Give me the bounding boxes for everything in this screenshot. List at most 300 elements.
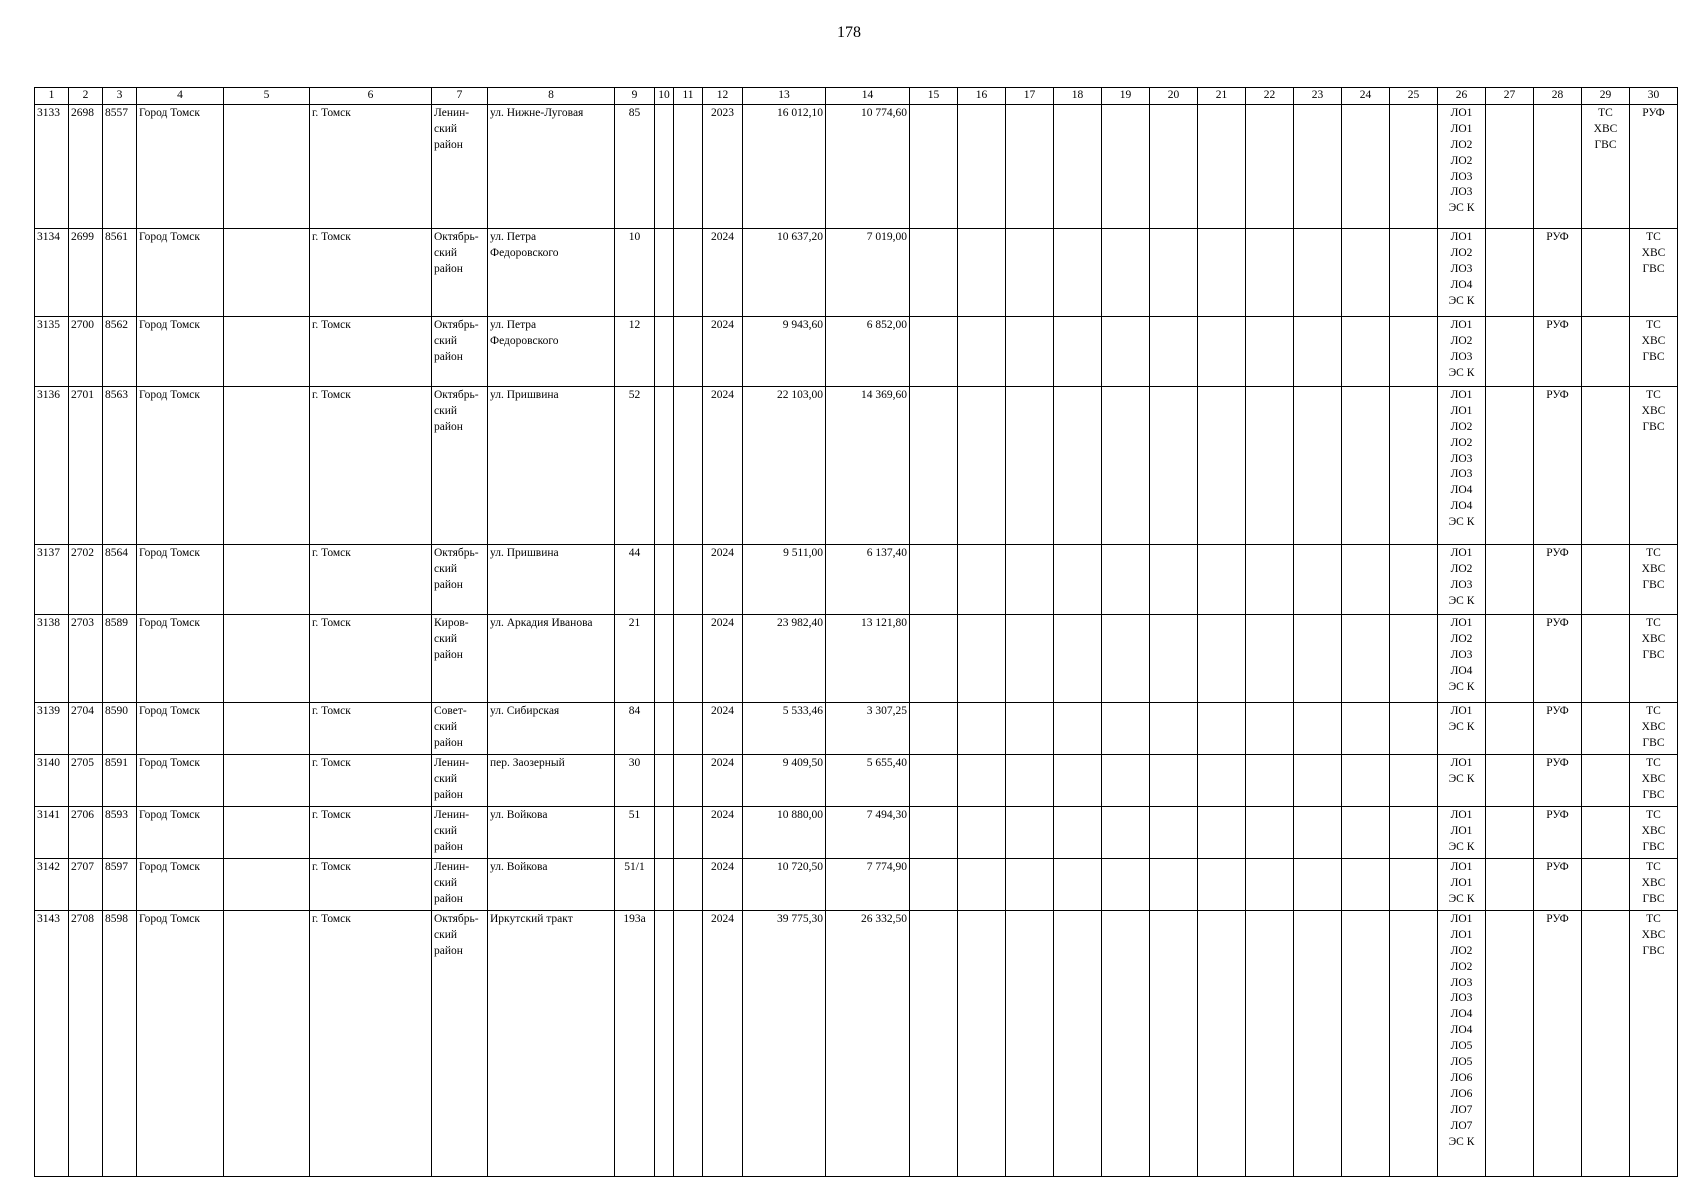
empty-cell <box>1294 386 1342 544</box>
empty-cell <box>1198 544 1246 614</box>
empty-cell <box>1390 614 1438 702</box>
empty-cell <box>1054 386 1102 544</box>
year-cell: 2024 <box>703 702 743 754</box>
lift-list-cell: ЛО1 ЛО1 ЛО2 ЛО2 ЛО3 ЛО3 ЭС К <box>1438 104 1486 228</box>
settlement-cell <box>224 858 310 910</box>
total-area-cell: 9 943,60 <box>743 316 826 386</box>
empty-cell <box>1054 754 1102 806</box>
city-cell: г. Томск <box>310 104 432 228</box>
lift-list-cell: ЛО1 ЛО2 ЛО3 ЛО4 ЭС К <box>1438 228 1486 316</box>
empty-cell <box>1486 228 1534 316</box>
municipality-cell: Город Томск <box>137 806 224 858</box>
empty-cell <box>1102 316 1150 386</box>
empty-cell <box>1006 806 1054 858</box>
city-cell: г. Томск <box>310 910 432 1176</box>
empty-cell <box>1102 544 1150 614</box>
empty-cell <box>1294 544 1342 614</box>
empty-cell <box>1198 614 1246 702</box>
empty-cell <box>1486 316 1534 386</box>
table-row <box>35 544 1678 614</box>
lift-list-cell: ЛО1 ЛО1 ЭС К <box>1438 806 1486 858</box>
year-cell: 2024 <box>703 858 743 910</box>
year-cell: 2024 <box>703 910 743 1176</box>
utility-list-cell: ТС ХВС ГВС <box>1630 228 1678 316</box>
column-header: 22 <box>1246 88 1294 105</box>
empty-cell <box>1390 104 1438 228</box>
empty-cell <box>1246 614 1294 702</box>
row-index-cell: 2702 <box>69 544 103 614</box>
empty-cell <box>1294 104 1342 228</box>
column-header: 26 <box>1438 88 1486 105</box>
column-header: 9 <box>615 88 655 105</box>
empty-cell <box>958 316 1006 386</box>
utility-list-cell <box>1582 316 1630 386</box>
empty-cell <box>1198 754 1246 806</box>
empty-cell <box>910 316 958 386</box>
object-code-cell: 8557 <box>103 104 137 228</box>
empty-cell <box>1486 754 1534 806</box>
empty-cell <box>1150 754 1198 806</box>
empty-cell <box>1342 806 1390 858</box>
empty-cell <box>1054 858 1102 910</box>
empty-cell <box>1486 858 1534 910</box>
total-area-cell: 10 880,00 <box>743 806 826 858</box>
total-area-cell: 9 409,50 <box>743 754 826 806</box>
column-header: 18 <box>1054 88 1102 105</box>
lift-list-cell: ЛО1 ЛО2 ЛО3 ЭС К <box>1438 316 1486 386</box>
living-area-cell: 14 369,60 <box>826 386 910 544</box>
empty-cell <box>1054 614 1102 702</box>
column-header: 16 <box>958 88 1006 105</box>
year-cell: 2024 <box>703 614 743 702</box>
empty-cell <box>1342 386 1390 544</box>
row-number-cell: 3133 <box>35 104 69 228</box>
column-header: 29 <box>1582 88 1630 105</box>
service-code-cell: РУФ <box>1534 544 1582 614</box>
utility-list-cell: ТС ХВС ГВС <box>1630 910 1678 1176</box>
empty-cell <box>655 702 674 754</box>
empty-cell <box>1246 858 1294 910</box>
empty-cell <box>1294 858 1342 910</box>
empty-cell <box>1006 104 1054 228</box>
living-area-cell: 7 494,30 <box>826 806 910 858</box>
column-header: 4 <box>137 88 224 105</box>
empty-cell <box>1102 858 1150 910</box>
empty-cell <box>1486 806 1534 858</box>
total-area-cell: 16 012,10 <box>743 104 826 228</box>
lift-list-cell: ЛО1 ЛО2 ЛО3 ЛО4 ЭС К <box>1438 614 1486 702</box>
service-code-cell: РУФ <box>1534 910 1582 1176</box>
district-cell: Ленин- ский район <box>432 104 488 228</box>
object-code-cell: 8589 <box>103 614 137 702</box>
column-header: 3 <box>103 88 137 105</box>
utility-list-cell: ТС ХВС ГВС <box>1630 754 1678 806</box>
empty-cell <box>1198 228 1246 316</box>
table-row <box>35 910 1678 1176</box>
city-cell: г. Томск <box>310 614 432 702</box>
empty-cell <box>1390 386 1438 544</box>
utility-list-cell: ТС ХВС ГВС <box>1630 806 1678 858</box>
service-code-cell: РУФ <box>1534 316 1582 386</box>
column-header: 25 <box>1390 88 1438 105</box>
city-cell: г. Томск <box>310 754 432 806</box>
empty-cell <box>1198 702 1246 754</box>
lift-list-cell: ЛО1 ЛО2 ЛО3 ЭС К <box>1438 544 1486 614</box>
total-area-cell: 10 720,50 <box>743 858 826 910</box>
column-header: 7 <box>432 88 488 105</box>
row-index-cell: 2700 <box>69 316 103 386</box>
empty-cell <box>1342 544 1390 614</box>
row-number-cell: 3141 <box>35 806 69 858</box>
empty-cell <box>1246 104 1294 228</box>
empty-cell <box>655 386 674 544</box>
object-code-cell: 8561 <box>103 228 137 316</box>
empty-cell <box>1198 910 1246 1176</box>
house-number-cell: 21 <box>615 614 655 702</box>
empty-cell <box>958 614 1006 702</box>
row-index-cell: 2708 <box>69 910 103 1176</box>
empty-cell <box>1150 702 1198 754</box>
empty-cell <box>910 754 958 806</box>
empty-cell <box>1054 316 1102 386</box>
empty-cell <box>1246 386 1294 544</box>
living-area-cell: 3 307,25 <box>826 702 910 754</box>
settlement-cell <box>224 910 310 1176</box>
column-header: 12 <box>703 88 743 105</box>
street-cell: Иркутский тракт <box>488 910 615 1176</box>
city-cell: г. Томск <box>310 316 432 386</box>
empty-cell <box>1246 544 1294 614</box>
total-area-cell: 10 637,20 <box>743 228 826 316</box>
empty-cell <box>674 702 703 754</box>
header-row <box>35 88 1678 105</box>
municipality-cell: Город Томск <box>137 702 224 754</box>
empty-cell <box>1006 754 1054 806</box>
empty-cell <box>1198 104 1246 228</box>
empty-cell <box>1102 104 1150 228</box>
empty-cell <box>1342 702 1390 754</box>
empty-cell <box>1342 614 1390 702</box>
empty-cell <box>1486 386 1534 544</box>
street-cell: ул. Нижне-Луговая <box>488 104 615 228</box>
table-row <box>35 754 1678 806</box>
utility-list-cell: ТС ХВС ГВС <box>1630 614 1678 702</box>
empty-cell <box>1390 316 1438 386</box>
service-code-cell: РУФ <box>1534 614 1582 702</box>
settlement-cell <box>224 316 310 386</box>
empty-cell <box>1246 910 1294 1176</box>
year-cell: 2024 <box>703 228 743 316</box>
house-number-cell: 44 <box>615 544 655 614</box>
municipality-cell: Город Томск <box>137 910 224 1176</box>
row-number-cell: 3134 <box>35 228 69 316</box>
municipality-cell: Город Томск <box>137 228 224 316</box>
house-number-cell: 30 <box>615 754 655 806</box>
column-header: 28 <box>1534 88 1582 105</box>
empty-cell <box>1486 910 1534 1176</box>
empty-cell <box>910 544 958 614</box>
empty-cell <box>958 702 1006 754</box>
empty-cell <box>655 910 674 1176</box>
row-number-cell: 3142 <box>35 858 69 910</box>
empty-cell <box>1486 104 1534 228</box>
service-code-cell <box>1534 104 1582 228</box>
empty-cell <box>1342 754 1390 806</box>
empty-cell <box>1054 806 1102 858</box>
column-header: 21 <box>1198 88 1246 105</box>
service-code-cell: РУФ <box>1534 858 1582 910</box>
year-cell: 2024 <box>703 386 743 544</box>
table-row <box>35 386 1678 544</box>
row-index-cell: 2707 <box>69 858 103 910</box>
empty-cell <box>1102 754 1150 806</box>
empty-cell <box>1486 614 1534 702</box>
city-cell: г. Томск <box>310 702 432 754</box>
city-cell: г. Томск <box>310 858 432 910</box>
utility-list-cell: ТС ХВС ГВС <box>1630 544 1678 614</box>
empty-cell <box>910 228 958 316</box>
utility-list-cell <box>1582 754 1630 806</box>
empty-cell <box>1246 806 1294 858</box>
empty-cell <box>1150 104 1198 228</box>
empty-cell <box>958 386 1006 544</box>
district-cell: Октябрь- ский район <box>432 316 488 386</box>
empty-cell <box>655 754 674 806</box>
house-number-cell: 84 <box>615 702 655 754</box>
year-cell: 2024 <box>703 806 743 858</box>
house-number-cell: 51 <box>615 806 655 858</box>
city-cell: г. Томск <box>310 544 432 614</box>
empty-cell <box>674 316 703 386</box>
city-cell: г. Томск <box>310 386 432 544</box>
row-number-cell: 3135 <box>35 316 69 386</box>
empty-cell <box>1390 754 1438 806</box>
house-number-cell: 12 <box>615 316 655 386</box>
total-area-cell: 9 511,00 <box>743 544 826 614</box>
living-area-cell: 13 121,80 <box>826 614 910 702</box>
settlement-cell <box>224 702 310 754</box>
empty-cell <box>1294 910 1342 1176</box>
street-cell: ул. Пришвина <box>488 386 615 544</box>
empty-cell <box>674 910 703 1176</box>
table-row <box>35 702 1678 754</box>
service-code-cell: РУФ <box>1534 228 1582 316</box>
object-code-cell: 8597 <box>103 858 137 910</box>
utility-list-cell <box>1582 614 1630 702</box>
empty-cell <box>958 910 1006 1176</box>
empty-cell <box>1006 544 1054 614</box>
empty-cell <box>1054 702 1102 754</box>
district-cell: Ленин- ский район <box>432 806 488 858</box>
column-header: 23 <box>1294 88 1342 105</box>
empty-cell <box>910 104 958 228</box>
lift-list-cell: ЛО1 ЛО1 ЛО2 ЛО2 ЛО3 ЛО3 ЛО4 ЛО4 ЛО5 ЛО5 ЛО6 ЛО6 ЛО7 ЛО7 ЭС К <box>1438 910 1486 1176</box>
empty-cell <box>674 858 703 910</box>
column-header: 17 <box>1006 88 1054 105</box>
service-code-cell: РУФ <box>1534 386 1582 544</box>
living-area-cell: 7 019,00 <box>826 228 910 316</box>
street-cell: ул. Пришвина <box>488 544 615 614</box>
municipality-cell: Город Томск <box>137 614 224 702</box>
empty-cell <box>1342 104 1390 228</box>
column-header: 19 <box>1102 88 1150 105</box>
empty-cell <box>655 316 674 386</box>
empty-cell <box>958 544 1006 614</box>
street-cell: ул. Сибирская <box>488 702 615 754</box>
utility-list-cell: ТС ХВС ГВС <box>1630 316 1678 386</box>
year-cell: 2024 <box>703 316 743 386</box>
utility-list-cell <box>1582 702 1630 754</box>
table-row <box>35 228 1678 316</box>
year-cell: 2023 <box>703 104 743 228</box>
house-number-cell: 52 <box>615 386 655 544</box>
row-index-cell: 2704 <box>69 702 103 754</box>
table-row <box>35 806 1678 858</box>
row-number-cell: 3136 <box>35 386 69 544</box>
utility-list-cell: ТС ХВС ГВС <box>1630 702 1678 754</box>
service-code-cell: РУФ <box>1534 702 1582 754</box>
utility-list-cell <box>1582 228 1630 316</box>
settlement-cell <box>224 386 310 544</box>
empty-cell <box>1294 702 1342 754</box>
row-index-cell: 2705 <box>69 754 103 806</box>
year-cell: 2024 <box>703 544 743 614</box>
empty-cell <box>1246 702 1294 754</box>
object-code-cell: 8598 <box>103 910 137 1176</box>
total-area-cell: 22 103,00 <box>743 386 826 544</box>
empty-cell <box>674 806 703 858</box>
column-header: 6 <box>310 88 432 105</box>
object-code-cell: 8564 <box>103 544 137 614</box>
street-cell: ул. Петра Федоровского <box>488 316 615 386</box>
empty-cell <box>1342 228 1390 316</box>
empty-cell <box>1390 858 1438 910</box>
district-cell: Совет- ский район <box>432 702 488 754</box>
empty-cell <box>910 386 958 544</box>
empty-cell <box>1150 614 1198 702</box>
column-header: 5 <box>224 88 310 105</box>
empty-cell <box>1054 104 1102 228</box>
empty-cell <box>1246 316 1294 386</box>
empty-cell <box>1342 316 1390 386</box>
empty-cell <box>1390 544 1438 614</box>
municipality-cell: Город Томск <box>137 104 224 228</box>
empty-cell <box>1006 858 1054 910</box>
row-index-cell: 2701 <box>69 386 103 544</box>
empty-cell <box>1198 386 1246 544</box>
empty-cell <box>1150 386 1198 544</box>
column-header: 20 <box>1150 88 1198 105</box>
empty-cell <box>1102 228 1150 316</box>
lift-list-cell: ЛО1 ЭС К <box>1438 702 1486 754</box>
utility-list-cell: ТС ХВС ГВС <box>1582 104 1630 228</box>
empty-cell <box>655 544 674 614</box>
empty-cell <box>1294 614 1342 702</box>
object-code-cell: 8590 <box>103 702 137 754</box>
empty-cell <box>1390 228 1438 316</box>
empty-cell <box>1054 910 1102 1176</box>
row-number-cell: 3139 <box>35 702 69 754</box>
empty-cell <box>1102 614 1150 702</box>
empty-cell <box>1102 910 1150 1176</box>
settlement-cell <box>224 806 310 858</box>
utility-list-cell <box>1582 910 1630 1176</box>
empty-cell <box>674 386 703 544</box>
empty-cell <box>655 228 674 316</box>
empty-cell <box>1246 754 1294 806</box>
empty-cell <box>1006 702 1054 754</box>
column-header: 30 <box>1630 88 1678 105</box>
column-header: 11 <box>674 88 703 105</box>
empty-cell <box>910 910 958 1176</box>
empty-cell <box>674 104 703 228</box>
utility-list-cell <box>1582 806 1630 858</box>
row-index-cell: 2703 <box>69 614 103 702</box>
table-row <box>35 614 1678 702</box>
empty-cell <box>674 754 703 806</box>
house-number-cell: 51/1 <box>615 858 655 910</box>
settlement-cell <box>224 614 310 702</box>
municipality-cell: Город Томск <box>137 316 224 386</box>
empty-cell <box>1102 386 1150 544</box>
lift-list-cell: ЛО1 ЛО1 ЛО2 ЛО2 ЛО3 ЛО3 ЛО4 ЛО4 ЭС К <box>1438 386 1486 544</box>
empty-cell <box>1006 228 1054 316</box>
empty-cell <box>1150 316 1198 386</box>
living-area-cell: 7 774,90 <box>826 858 910 910</box>
empty-cell <box>958 228 1006 316</box>
utility-list-cell: ТС ХВС ГВС <box>1630 858 1678 910</box>
empty-cell <box>1006 316 1054 386</box>
municipality-cell: Город Томск <box>137 858 224 910</box>
empty-cell <box>910 858 958 910</box>
object-code-cell: 8563 <box>103 386 137 544</box>
table-row <box>35 858 1678 910</box>
empty-cell <box>910 702 958 754</box>
district-cell: Октябрь- ский район <box>432 910 488 1176</box>
lift-list-cell: ЛО1 ЭС К <box>1438 754 1486 806</box>
empty-cell <box>958 104 1006 228</box>
living-area-cell: 5 655,40 <box>826 754 910 806</box>
row-number-cell: 3140 <box>35 754 69 806</box>
column-header: 27 <box>1486 88 1534 105</box>
empty-cell <box>674 544 703 614</box>
empty-cell <box>1150 228 1198 316</box>
column-header: 2 <box>69 88 103 105</box>
municipality-cell: Город Томск <box>137 386 224 544</box>
empty-cell <box>1294 228 1342 316</box>
empty-cell <box>1294 754 1342 806</box>
empty-cell <box>1006 386 1054 544</box>
empty-cell <box>1486 544 1534 614</box>
empty-cell <box>1006 910 1054 1176</box>
living-area-cell: 6 852,00 <box>826 316 910 386</box>
column-header: 24 <box>1342 88 1390 105</box>
empty-cell <box>1390 910 1438 1176</box>
settlement-cell <box>224 544 310 614</box>
row-number-cell: 3137 <box>35 544 69 614</box>
street-cell: ул. Аркадия Иванова <box>488 614 615 702</box>
column-header: 15 <box>910 88 958 105</box>
empty-cell <box>1390 806 1438 858</box>
lift-list-cell: ЛО1 ЛО1 ЭС К <box>1438 858 1486 910</box>
total-area-cell: 5 533,46 <box>743 702 826 754</box>
empty-cell <box>958 754 1006 806</box>
empty-cell <box>1486 702 1534 754</box>
column-header: 1 <box>35 88 69 105</box>
column-header: 14 <box>826 88 910 105</box>
settlement-cell <box>224 228 310 316</box>
registry-table <box>34 87 1678 1177</box>
